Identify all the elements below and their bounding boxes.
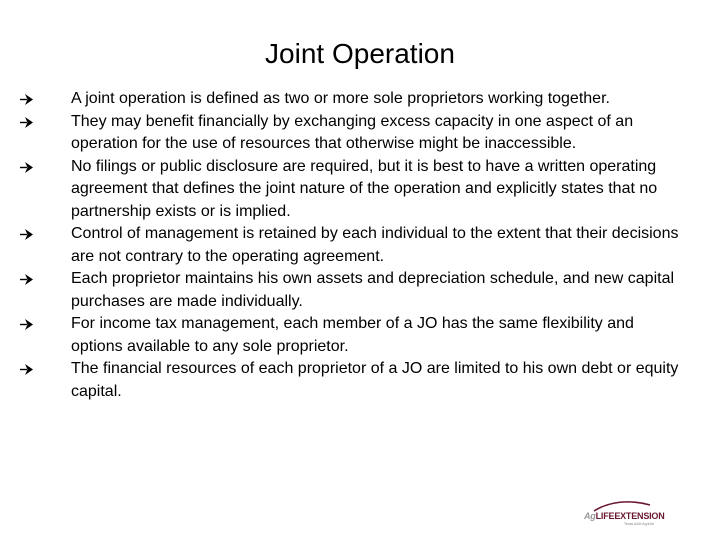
logo-prefix: Ag xyxy=(584,511,596,521)
bullet-item xyxy=(18,313,688,358)
logo-tagline: Texas A&M AgriLife xyxy=(624,522,655,526)
bullet-text: Each proprietor maintains his own assets and depreciation schedule, and new capital purchases are made individually. xyxy=(71,270,675,310)
bullet-item xyxy=(18,111,688,156)
arrow-bullet-icon xyxy=(18,88,36,111)
slide-title: Joint Operation xyxy=(265,38,455,69)
bullet-item xyxy=(18,223,688,268)
bullet-text: No filings or public disclosure are required, but it is best to have a written operating agreement that defines the joint nature of the operation and explicitly states that no partnership exists or is implied. xyxy=(71,157,658,220)
bullet-text: The financial resources of each proprietor of a JO are limited to his own debt or equity capital. xyxy=(71,360,679,400)
bullet-item xyxy=(18,88,688,111)
bullet-item xyxy=(18,358,688,403)
arrow-bullet-icon xyxy=(18,313,36,336)
logo-middle: LIFE xyxy=(595,511,615,521)
bullet-text: They may benefit financially by exchanging excess capacity in one aspect of an operation for the use of resources that otherwise might be inaccessible. xyxy=(71,112,634,152)
agrilife-extension-logo xyxy=(578,500,698,526)
arrow-bullet-icon xyxy=(18,156,36,179)
arrow-bullet-icon xyxy=(18,268,36,291)
logo-suffix: EXTENSION xyxy=(614,511,665,521)
bullet-text: For income tax management, each member of a JO has the same flexibility and options available to any sole proprietor. xyxy=(71,315,634,355)
arrow-bullet-icon xyxy=(18,223,36,246)
bullet-text: Control of management is retained by each individual to the extent that their decisions are not contrary to the operating agreement. xyxy=(71,225,679,265)
bullet-text: A joint operation is defined as two or more sole proprietors working together. xyxy=(71,90,610,107)
arrow-bullet-icon xyxy=(18,111,36,134)
bullet-item xyxy=(18,268,688,313)
bullet-list xyxy=(18,88,688,403)
logo-wordmark xyxy=(584,511,665,521)
arrow-bullet-icon xyxy=(18,358,36,381)
bullet-item xyxy=(18,156,688,224)
